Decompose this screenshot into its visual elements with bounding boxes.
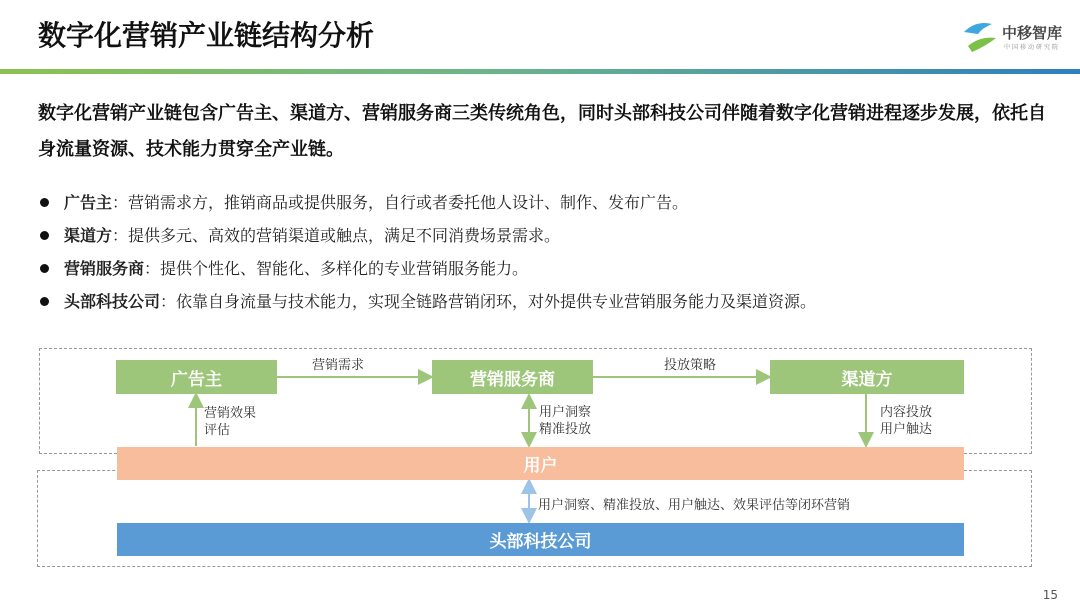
desc: ：依靠自身流量与技术能力，实现全链路营销闭环，对外提供专业营销服务能力及渠道资源。 xyxy=(160,292,817,311)
edge-label-demand: 营销需求 xyxy=(312,358,365,373)
node-channel: 渠道方 xyxy=(770,360,964,394)
logo-text: 中移智库 xyxy=(1002,24,1063,42)
term: 渠道方 xyxy=(64,226,113,245)
edge-label-strategy: 投放策略 xyxy=(664,358,717,373)
term: 营销服务商 xyxy=(64,259,145,278)
node-advertiser: 广告主 xyxy=(116,360,277,394)
edge-label-insight: 用户洞察 精准投放 xyxy=(539,405,592,437)
page-number: 15 xyxy=(1042,588,1058,602)
term: 头部科技公司 xyxy=(64,292,161,311)
intro-paragraph: 数字化营销产业链包含广告主、渠道方、营销服务商三类传统角色，同时头部科技公司伴随着数字化营销进程逐步发展，依托自身流量资源、技术能力贯穿全产业链。 xyxy=(38,103,1046,160)
edge-label-loop: 用户洞察、精准投放、用户触达、效果评估等闭环营销 xyxy=(538,498,851,513)
desc: ：营销需求方，推销商品或提供服务，自行或者委托他人设计、制作、发布广告。 xyxy=(112,193,689,212)
desc: ：提供个性化、智能化、多样化的专业营销服务能力。 xyxy=(144,259,529,278)
node-user: 用户 xyxy=(117,447,964,480)
page-title: 数字化营销产业链结构分析 xyxy=(38,19,375,52)
edge-label-eval: 营销效果 评估 xyxy=(204,406,257,438)
node-tech-company: 头部科技公司 xyxy=(117,523,964,556)
logo-subtext: 中国移动研究院 xyxy=(1004,44,1061,51)
node-service-provider: 营销服务商 xyxy=(432,360,593,394)
desc: ：提供多元、高效的营销渠道或触点，满足不同消费场景需求。 xyxy=(112,226,561,245)
term: 广告主 xyxy=(64,193,113,212)
edge-label-reach: 内容投放 用户触达 xyxy=(880,405,933,437)
